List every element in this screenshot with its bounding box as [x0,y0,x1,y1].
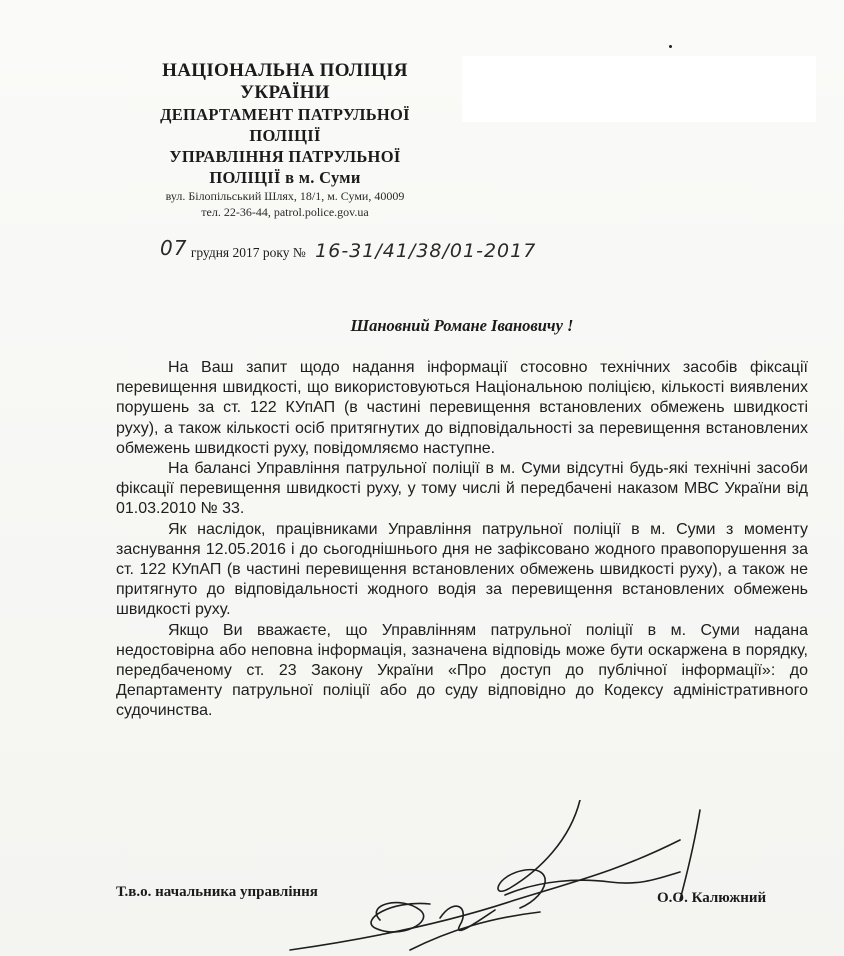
printed-date-text: грудня 2017 року № [190,245,306,260]
letterhead-line-4: ПОЛІЦІЇ [249,126,321,145]
letterhead-line-1: НАЦІОНАЛЬНА ПОЛІЦІЯ [162,60,408,81]
letter-body [116,358,808,722]
letterhead [120,60,450,220]
speck-mark [669,45,672,48]
letterhead-line-2: УКРАЇНИ [240,82,330,103]
handwritten-signature [280,800,740,956]
body-paragraph-4: Якщо Ви вважаєте, що Управлінням патрульної поліції в м. Суми надана недостовірна або неповна інформація, зазначена відповідь може бути оскаржена в порядку, передбаченому ст. 23 Закону України «Про доступ до публічної інформації»: до Департаменту патрульної поліції або до суду відповідно до Кодексу адміністративного судочинства. [116,621,808,720]
body-paragraph-3: Як наслідок, працівниками Управління патрульної поліції в м. Суми з моменту заснування 12.05.2016 і до сьогоднішнього дня не зафіксовано жодного правопорушення за ст. 122 КУпАП (в частині перевищення встановлених обмежень швидкості руху), а також не притягнуто до відповідальності жодного водія за перевищення встановлених обмежень швидкості руху. [116,520,808,619]
body-paragraph-2: На балансі Управління патрульної поліції в м. Суми відсутні будь-які технічні засоби фіксації перевищення швидкості руху, у тому числі й передбачені наказом МВС України від 01.03.2010 № 33. [116,460,808,518]
letterhead-contacts: тел. 22-36-44, patrol.police.gov.ua [201,205,369,219]
handwritten-reference-number: 16-31/41/38/01-2017 [315,240,537,262]
signatory-title: Т.в.о. начальника управління [116,884,318,900]
letterhead-address: вул. Білопільський Шлях, 18/1, м. Суми, 40009 [165,189,405,203]
redacted-recipient-block [462,56,816,122]
letterhead-line-3: ДЕПАРТАМЕНТ ПАТРУЛЬНОЇ [160,105,410,124]
signatory-name: О.О. Калюжний [657,890,767,906]
letterhead-line-6: ПОЛІЦІЇ в м. Суми [209,168,361,187]
letterhead-line-5: УПРАВЛІННЯ ПАТРУЛЬНОЇ [169,147,401,166]
salutation: Шановний Романе Івановичу ! [350,316,574,335]
handwritten-day: 07 [160,236,188,260]
body-paragraph-1: На Ваш запит щодо надання інформації стосовно технічних засобів фіксації перевищення швидкості, що використовуються Національною поліцією, кількості виявлених порушень за ст. 122 КУпАП (в частині перевищення встановлених обмежень швидкості руху), а також кількості осіб притягнутих до відповідальності за перевищення встановлених обмежень швидкості руху, повідомляємо наступне. [116,359,808,457]
outgoing-date-number [160,238,536,262]
